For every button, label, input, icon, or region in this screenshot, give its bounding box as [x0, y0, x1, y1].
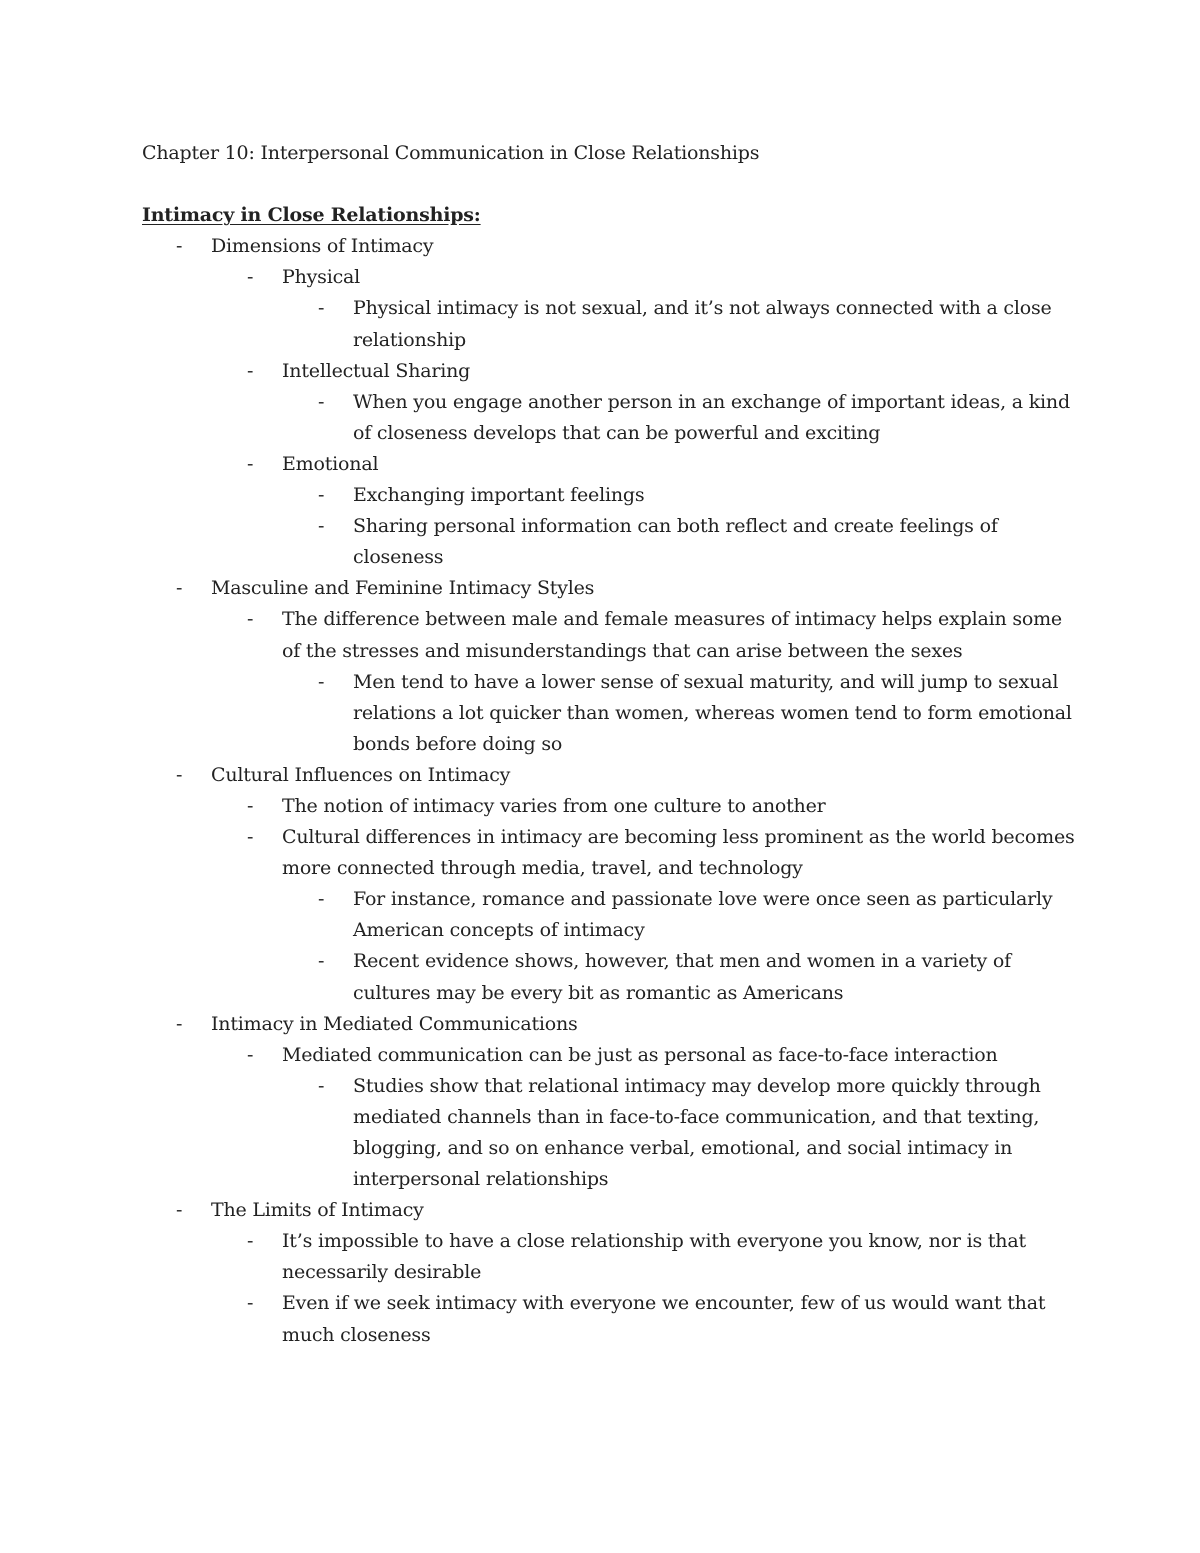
list-item: [142, 1288, 1082, 1350]
bullet-dash: -: [176, 763, 183, 786]
blank-line: [142, 169, 1082, 200]
list-item: [142, 604, 1082, 666]
bullet-dash: -: [318, 1074, 325, 1097]
list-item: [142, 231, 1082, 262]
list-item-text: When you engage another person in an exchange of important ideas, a kind of closeness develops that can be powerful and exciting: [353, 390, 1070, 444]
bullet-dash: -: [247, 608, 254, 631]
bullet-dash: -: [247, 826, 254, 849]
bullet-dash: -: [318, 888, 325, 911]
list-item-text: Dimensions of Intimacy: [211, 235, 434, 258]
list-item: [142, 262, 1082, 293]
bullet-dash: -: [318, 670, 325, 693]
list-item-text: Men tend to have a lower sense of sexual maturity, and will jump to sexual relations a lot quicker than women, whereas women tend to form emotional bonds before doing so: [353, 670, 1072, 755]
bullet-dash: -: [318, 484, 325, 507]
list-item: [142, 946, 1082, 1008]
list-item-text: Sharing personal information can both reflect and create feelings of closeness: [353, 515, 998, 569]
list-item: [142, 1009, 1082, 1040]
list-item: [142, 884, 1082, 946]
bullet-dash: -: [318, 390, 325, 413]
list-item: [142, 1226, 1082, 1288]
list-item-text: Mediated communication can be just as personal as face-to-face interaction: [282, 1043, 998, 1066]
list-item-text: For instance, romance and passionate love were once seen as particularly American concepts of intimacy: [353, 888, 1053, 942]
list-item: [142, 356, 1082, 387]
list-item: [142, 667, 1082, 760]
document-page: [142, 138, 1082, 1351]
bullet-dash: -: [176, 235, 183, 258]
bullet-dash: -: [247, 1043, 254, 1066]
list-item-text: Intellectual Sharing: [282, 359, 471, 382]
list-item-text: Exchanging important feelings: [353, 484, 645, 507]
list-item-text: Emotional: [282, 452, 379, 475]
list-item-text: The Limits of Intimacy: [211, 1199, 424, 1222]
bullet-dash: -: [176, 577, 183, 600]
list-item: [142, 791, 1082, 822]
list-item: [142, 449, 1082, 480]
list-item-text: Even if we seek intimacy with everyone we encounter, few of us would want that much closeness: [282, 1292, 1046, 1346]
bullet-dash: -: [247, 452, 254, 475]
list-item-text: Masculine and Feminine Intimacy Styles: [211, 577, 595, 600]
chapter-title: Chapter 10: Interpersonal Communication in Close Relationships: [142, 142, 760, 164]
list-item-text: Studies show that relational intimacy may develop more quickly through mediated channels than in face-to-face communication, and that texting, blogging, and so on enhance verbal, emotional, and social intimacy in interpersonal relationships: [353, 1074, 1041, 1191]
bullet-dash: -: [247, 359, 254, 382]
list-item-text: It’s impossible to have a close relationship with everyone you know, nor is that necessarily desirable: [282, 1230, 1026, 1284]
bullet-dash: -: [247, 266, 254, 289]
list-item-text: Physical intimacy is not sexual, and it’s not always connected with a close relationship: [353, 297, 1052, 351]
list-item: [142, 480, 1082, 511]
list-item: [142, 1195, 1082, 1226]
bullet-dash: -: [176, 1012, 183, 1035]
list-item: [142, 1040, 1082, 1071]
list-item: [142, 293, 1082, 355]
bullet-dash: -: [176, 1199, 183, 1222]
outline-list: [142, 231, 1082, 1350]
bullet-dash: -: [247, 1230, 254, 1253]
list-item-text: Recent evidence shows, however, that men and women in a variety of cultures may be every bit as romantic as Americans: [353, 950, 1012, 1004]
list-item-text: Intimacy in Mediated Communications: [211, 1012, 578, 1035]
list-item: [142, 511, 1082, 573]
list-item: [142, 760, 1082, 791]
list-item: [142, 573, 1082, 604]
bullet-dash: -: [318, 297, 325, 320]
list-item: [142, 1071, 1082, 1195]
list-item-text: Cultural differences in intimacy are becoming less prominent as the world becomes more connected through media, travel, and technology: [282, 826, 1075, 880]
section-heading: Intimacy in Close Relationships:: [142, 204, 481, 227]
list-item-text: Cultural Influences on Intimacy: [211, 763, 511, 786]
bullet-dash: -: [247, 794, 254, 817]
bullet-dash: -: [318, 515, 325, 538]
list-item: [142, 387, 1082, 449]
bullet-dash: -: [247, 1292, 254, 1315]
list-item-text: Physical: [282, 266, 361, 289]
list-item-text: The notion of intimacy varies from one culture to another: [282, 794, 826, 817]
bullet-dash: -: [318, 950, 325, 973]
list-item: [142, 822, 1082, 884]
list-item-text: The difference between male and female measures of intimacy helps explain some of the stresses and misunderstandings that can arise between the sexes: [282, 608, 1062, 662]
